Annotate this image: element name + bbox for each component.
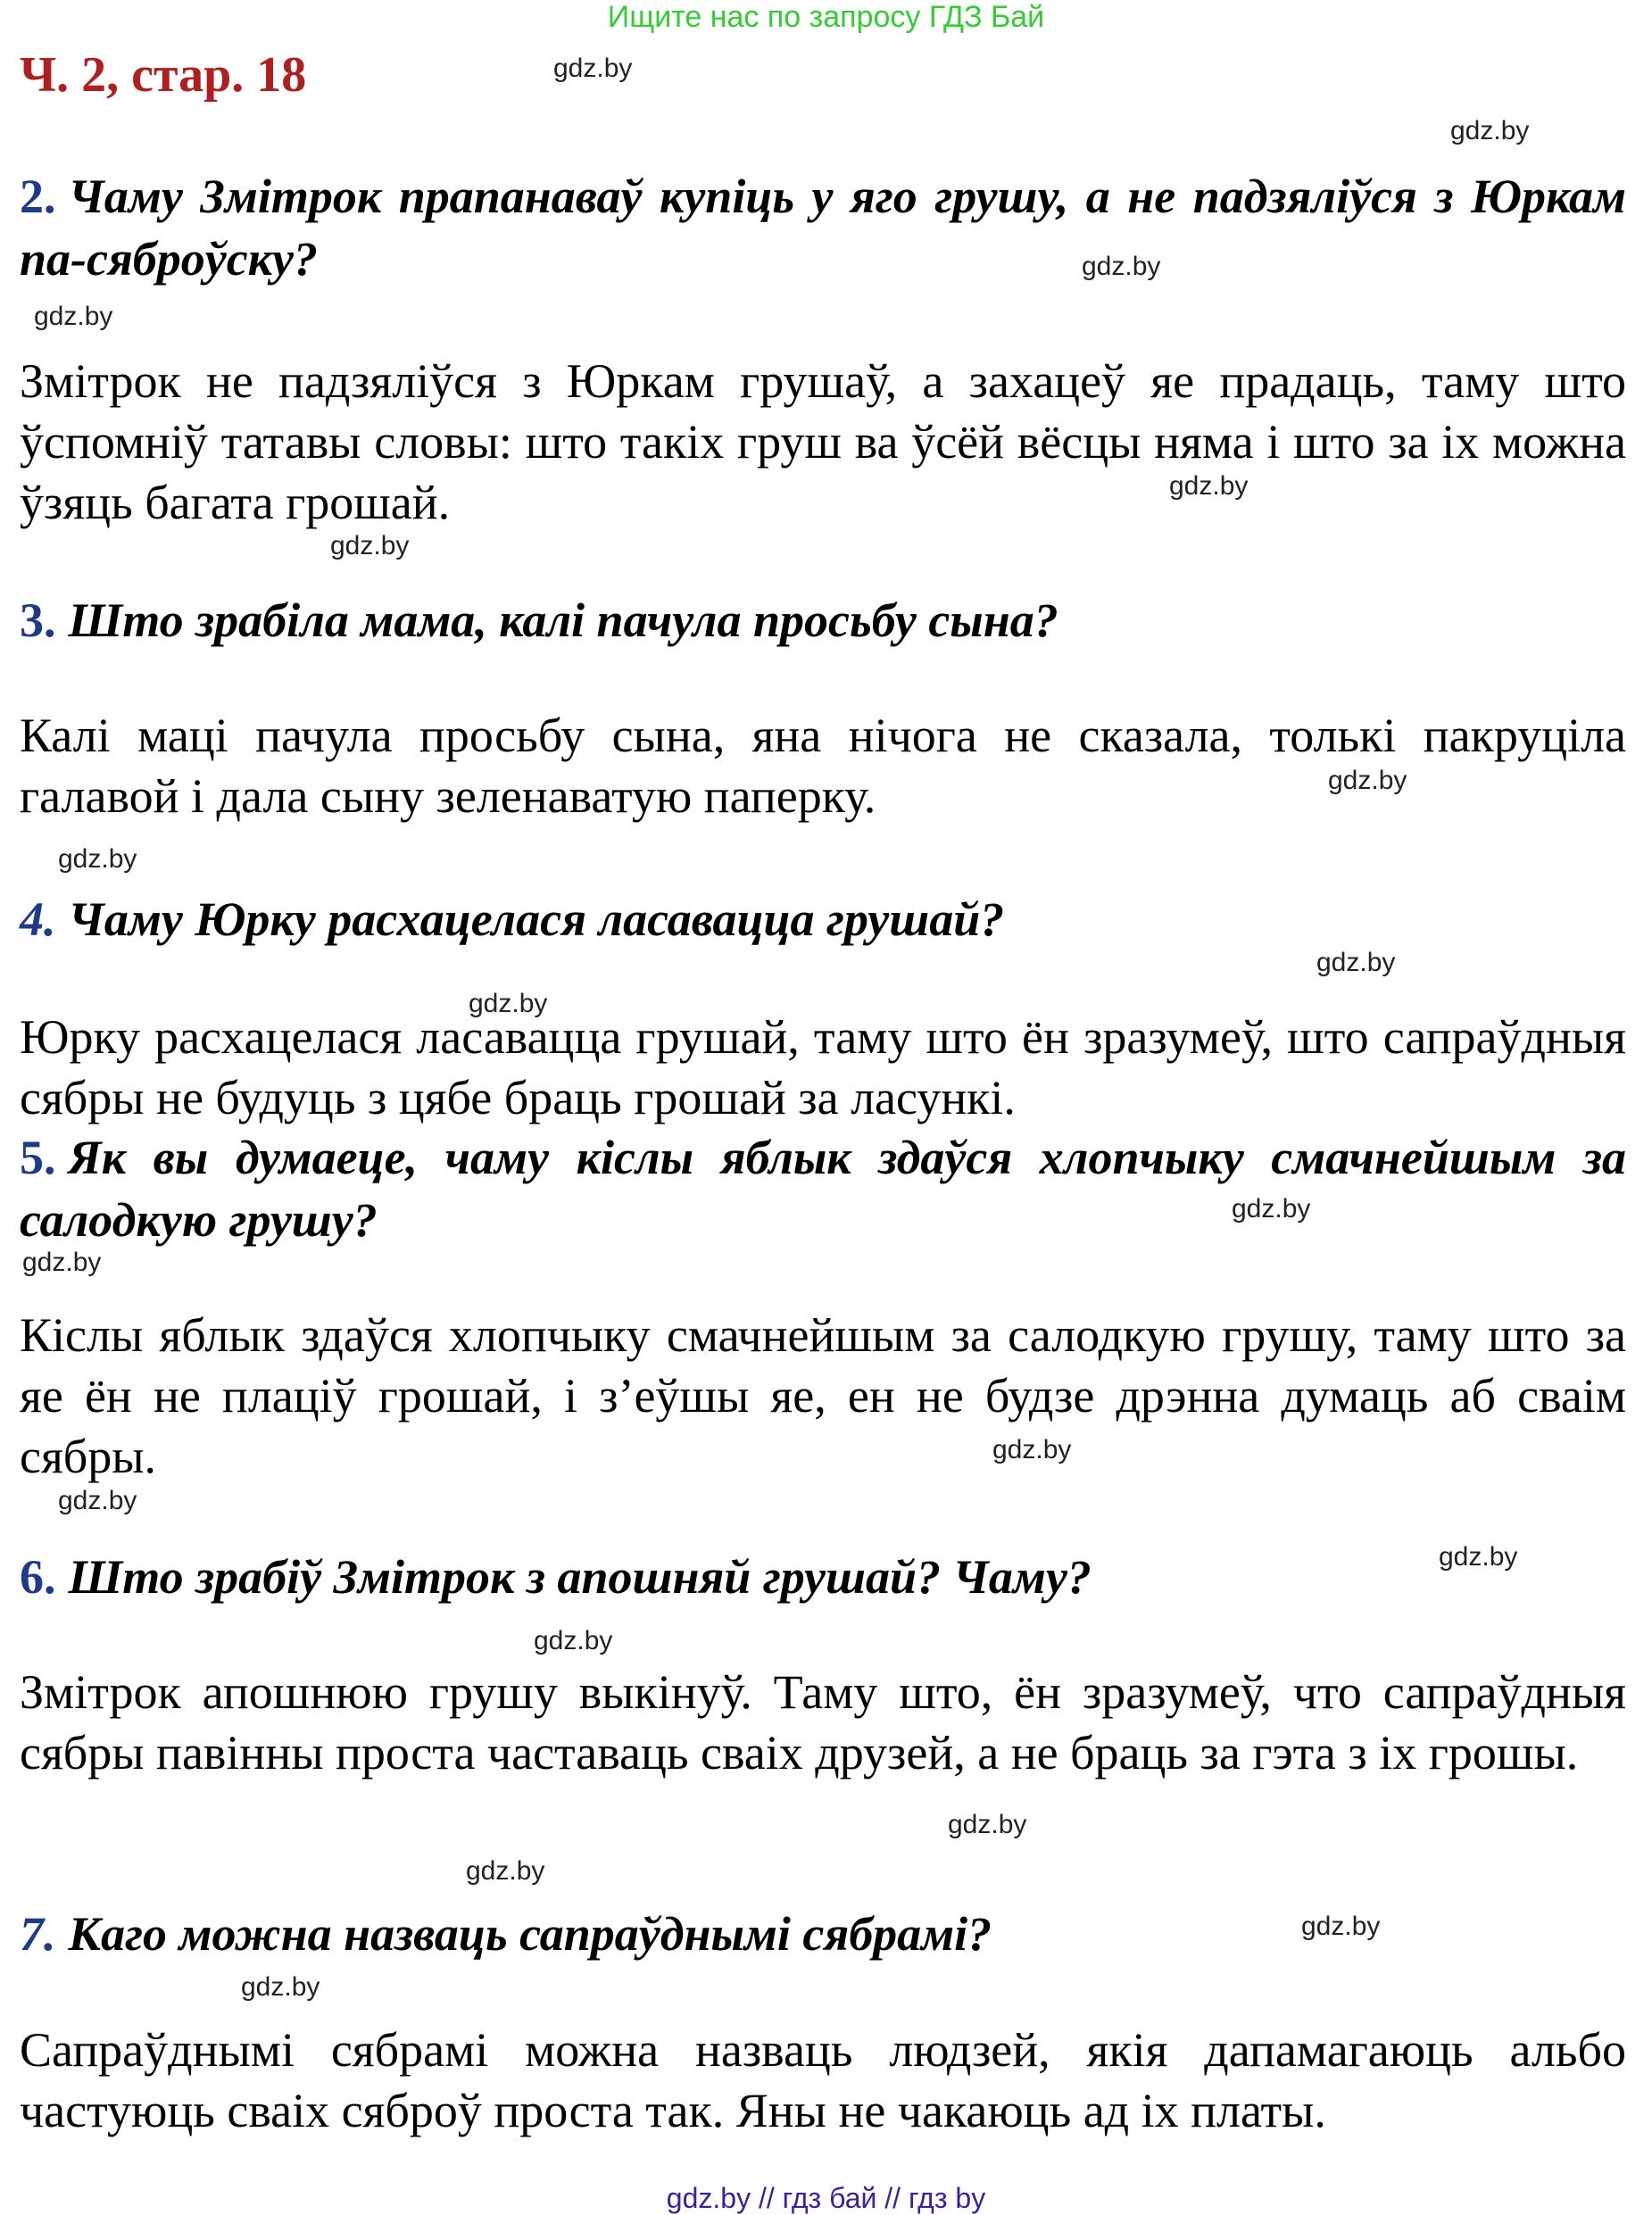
answer-3: Калі маці пачула просьбу сына, яна нічога не сказала, толькі пакруціла галавой і дала сыну зеленаватую паперку.	[20, 709, 1626, 823]
question-number: 5.	[20, 1131, 56, 1184]
question-5	[20, 1126, 1626, 1251]
answer-7: Сапраўднымі сябрамі можна назваць людзей, якія дапамагаюць альбо частуюць сваіх сяброў проста так. Яны не чакаюць ад іх платы.	[20, 2023, 1626, 2137]
watermark: gdz.by	[1082, 252, 1161, 281]
question-4	[20, 888, 1626, 950]
watermark: gdz.by	[1328, 766, 1407, 795]
watermark: gdz.by	[466, 1856, 545, 1886]
watermark: gdz.by	[948, 1810, 1027, 1839]
watermark: gdz.by	[1169, 471, 1249, 501]
watermark: gdz.by	[1316, 948, 1396, 977]
page-reference: Ч. 2, стар. 18	[20, 47, 307, 103]
question-text: Што зрабіў Змітрок з апошняй грушай? Чаму?	[68, 1550, 1092, 1604]
question-text: Каго можна назваць сапраўднымі сябрамі?	[68, 1907, 992, 1961]
watermark: gdz.by	[58, 844, 137, 874]
watermark: gdz.by	[534, 1626, 613, 1655]
question-6	[20, 1546, 1626, 1608]
question-7	[20, 1903, 1626, 1965]
question-number: 2.	[20, 170, 56, 223]
answer-5: Кіслы яблык здаўся хлопчыку смачнейшым за салодкую грушу, таму што за яе ён не плаціў грошай, і з’еўшы яе, ен не будзе дрэнна думаць аб сваім сябры.	[20, 1308, 1626, 1483]
question-number: 6.	[20, 1550, 56, 1604]
question-text: Што зрабіла мама, калі пачула просьбу сына?	[68, 593, 1058, 647]
question-3	[20, 589, 1626, 651]
question-number: 4.	[20, 892, 56, 946]
watermark: gdz.by	[469, 989, 548, 1018]
watermark: gdz.by	[1439, 1542, 1518, 1572]
watermark: gdz.by	[1301, 1912, 1381, 1941]
question-text: Як вы думаеце, чаму кіслы яблык здаўся хлопчыку смачнейшым за салодкую грушу?	[20, 1131, 1626, 1247]
answer-4: Юрку расхацелася ласавацца грушай, таму што ён зразумеў, што сапраўдныя сябры не будуць з цябе браць грошай за ласункі.	[20, 1010, 1626, 1124]
watermark: gdz.by	[1232, 1194, 1311, 1224]
watermark: gdz.by	[553, 54, 633, 83]
watermark: gdz.by	[22, 1248, 102, 1277]
question-2	[20, 165, 1626, 290]
footer-links: gdz.by // гдз бай // гдз by	[666, 2182, 986, 2214]
top-banner: Ищите нас по запросу ГДЗ Бай	[607, 0, 1045, 34]
watermark: gdz.by	[992, 1435, 1072, 1464]
answer-2: Змітрок не падзяліўся з Юркам грушаў, а захацеў яе прадаць, таму што ўспомніў татавы словы: што такіх груш ва ўсёй вёсцы няма і што за іх можна ўзяць багата грошай.	[20, 354, 1626, 529]
question-text: Чаму Юрку расхацелася ласавацца грушай?	[68, 892, 1005, 946]
question-number: 3.	[20, 593, 56, 647]
watermark: gdz.by	[241, 1972, 320, 2002]
question-number: 7.	[20, 1907, 56, 1961]
watermark: gdz.by	[330, 531, 410, 560]
answer-6: Змітрок апошнюю грушу выкінуў. Таму што, ён зразумеў, что сапраўдныя сябры павінны проста частаваць сваіх друзей, а не браць за гэта з іх грошы.	[20, 1665, 1626, 1779]
question-text: Чаму Змітрок прапанаваў купіць у яго грушу, а не падзяліўся з Юркам па-сяброўску?	[20, 170, 1626, 286]
watermark: gdz.by	[34, 302, 113, 331]
watermark: gdz.by	[1450, 116, 1530, 145]
watermark: gdz.by	[58, 1486, 137, 1515]
